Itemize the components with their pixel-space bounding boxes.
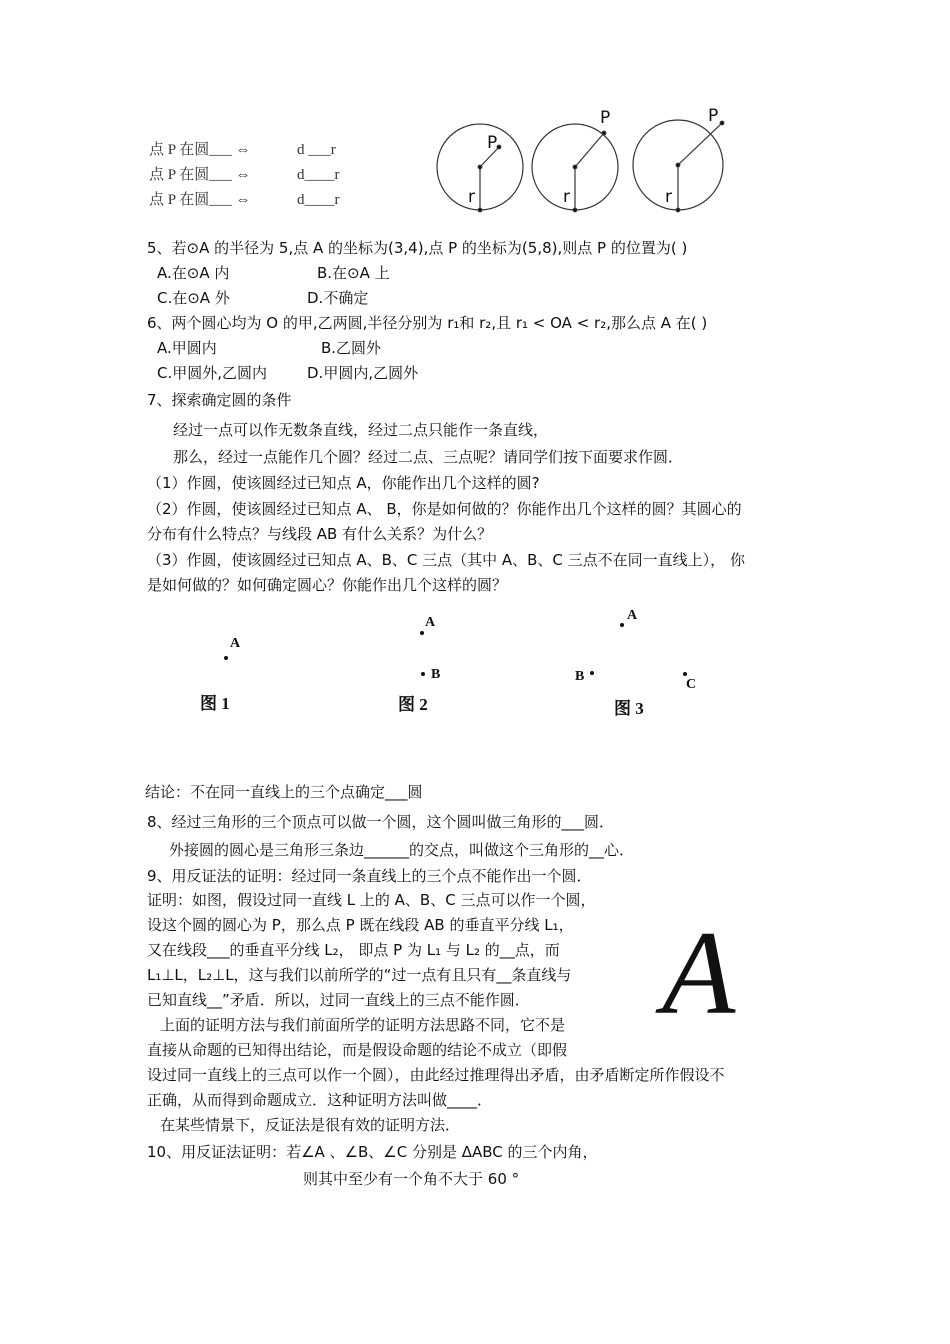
q9-line-9: 正确，从而得到命题成立．这种证明方法叫做____．	[147, 1091, 493, 1109]
q9-line-4: L₁⊥L，L₂⊥L，这与我们以前所学的“过一点有且只有__条直线与	[147, 966, 572, 984]
position-row-2-right: d____r	[297, 167, 340, 183]
fig1-caption: 图 1	[200, 694, 230, 713]
q6-option-d: D.甲圆内,乙圆外	[307, 364, 419, 382]
fig3-label-c: C	[686, 677, 697, 692]
q6-option-a: A.甲圆内	[157, 339, 217, 357]
q7-title: 7、探索确定圆的条件	[147, 391, 292, 409]
fig3-label-b: B	[575, 669, 585, 684]
q9-line-1: 证明：如图，假设过同一直线 L 上的 A、B、C 三点可以作一个圆，	[147, 891, 596, 909]
fig2-point-a	[420, 631, 424, 635]
q6-stem: 6、两个圆心均为 O 的甲,乙两圆,半径分别为 r₁和 r₂,且 r₁ < OA < r₂,那么点 A 在( )	[147, 314, 708, 332]
circle1-p-label: P	[487, 133, 498, 153]
circle2-p-label: P	[600, 108, 611, 128]
circle-figure-inside	[437, 124, 523, 212]
q7-intro-2: 那么，经过一点能作几个圆？经过二点、三点呢？请同学们按下面要求作圆．	[173, 448, 684, 466]
circle-figure-on	[532, 124, 618, 212]
fig3-label-a: A	[627, 608, 638, 623]
fig3-point-a	[620, 623, 624, 627]
q7-part-2-line-2: 分布有什么特点？与线段 AB 有什么关系？为什么？	[147, 525, 493, 543]
position-row-1-left: 点 P 在圆___ ⇔	[149, 142, 251, 158]
q9-line-2: 设这个圆的圆心为 P，那么点 P 既在线段 AB 的垂直平分线 L₁，	[147, 916, 574, 934]
q5-option-d: D.不确定	[307, 289, 369, 307]
circle3-r-label: r	[665, 187, 672, 207]
q7-part-3-line-1: （3）作圆，使该圆经过已知点 A、B、C 三点（其中 A、B、C 三点不在同一直线上）， 你	[147, 551, 745, 569]
q8-line-2: 外接圆的圆心是三角形三条边______的交点，叫做这个三角形的__心．	[169, 841, 635, 859]
circle1-r-label: r	[468, 187, 475, 207]
q9-line-5: 已知直线__”矛盾．所以，过同一直线上的三点不能作圆．	[147, 991, 530, 1009]
fig3-point-c	[683, 672, 687, 676]
fig3-caption: 图 3	[614, 699, 644, 718]
circle-figure-outside	[633, 120, 724, 212]
fig1-point-a	[224, 656, 228, 660]
q9-title: 9、用反证法的证明：经过同一条直线上的三个点不能作出一个圆．	[147, 867, 592, 885]
q7-part-1: （1）作圆，使该圆经过已知点 A，你能作出几个这样的圆?	[147, 474, 540, 492]
point-circle-position-figures	[0, 0, 950, 240]
position-row-3-left: 点 P 在圆___ ⇔	[149, 192, 251, 208]
fig2-point-b	[421, 672, 425, 676]
q5-stem: 5、若⊙A 的半径为 5,点 A 的坐标为(3,4),点 P 的坐标为(5,8),则点 P 的位置为( )	[147, 239, 688, 257]
circle3-p-label: P	[708, 106, 719, 126]
q9-line-8: 设过同一直线上的三点可以作一个圆），由此经过推理得出矛盾，由矛盾断定所作假设不	[147, 1066, 725, 1084]
q9-line-10: 在某些情景下，反证法是很有效的证明方法．	[160, 1116, 461, 1134]
position-row-2-left: 点 P 在圆___ ⇔	[149, 167, 251, 183]
q7-conclusion: 结论：不在同一直线上的三个点确定___圆	[145, 783, 423, 801]
q7-part-3-line-2: 是如何做的？如何确定圆心？你能作出几个这样的圆？	[147, 576, 508, 594]
q10-line-2: 则其中至少有一个角不大于 60 °	[303, 1170, 520, 1188]
big-letter-a: A	[662, 906, 736, 1039]
q6-option-c: C.甲圆外,乙圆内	[157, 364, 268, 382]
fig3-point-b	[590, 671, 594, 675]
q10-line-1: 10、用反证法证明：若∠A 、∠B、∠C 分别是 ΔABC 的三个内角，	[147, 1143, 598, 1161]
q5-option-c: C.在⊙A 外	[157, 289, 230, 307]
q7-part-2-line-1: （2）作圆，使该圆经过已知点 A、 B，你是如何做的？你能作出几个这样的圆？其圆心的	[147, 500, 742, 518]
fig1-label-a: A	[230, 636, 241, 651]
fig2-label-b: B	[431, 667, 441, 682]
q5-option-b: B.在⊙A 上	[317, 264, 390, 282]
q8-line-1: 8、经过三角形的三个顶点可以做一个圆，这个圆叫做三角形的___圆．	[147, 813, 615, 831]
q9-line-6: 上面的证明方法与我们前面所学的证明方法思路不同，它不是	[160, 1016, 566, 1034]
q9-line-7: 直接从命题的已知得出结论，而是假设命题的结论不成立（即假	[147, 1041, 568, 1059]
position-row-3-right: d____r	[297, 192, 340, 208]
circle2-r-label: r	[563, 187, 570, 207]
fig2-caption: 图 2	[398, 695, 428, 714]
fig2-label-a: A	[425, 615, 436, 630]
q9-line-3: 又在线段___的垂直平分线 L₂， 即点 P 为 L₁ 与 L₂ 的__点，而	[147, 941, 560, 959]
q7-intro-1: 经过一点可以作无数条直线，经过二点只能作一条直线，	[173, 421, 549, 439]
q5-option-a: A.在⊙A 内	[157, 264, 230, 282]
position-row-1-right: d ___r	[297, 142, 336, 158]
q6-option-b: B.乙圆外	[321, 339, 382, 357]
